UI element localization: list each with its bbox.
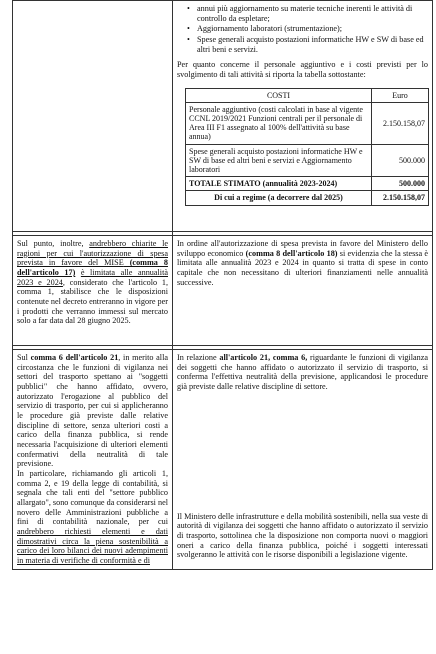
- table-row: [13, 1, 433, 232]
- cost-table: [185, 88, 429, 206]
- underlined-text: andrebbero chiarite le ragioni per cui l'autorizzazione di spesa prevista in favore del MISE: [17, 239, 168, 268]
- right-cell-costs: [173, 1, 433, 232]
- cost-value: 2.150.158,07: [372, 102, 429, 144]
- reply-paragraph: Il Ministero delle infrastrutture e della mobilità sostenibili, nella sua veste di autorità di vigilanza dei soggetti che hanno affidato o autorizzato il servizio di trasporto, sottolinea che la disposizione non comporta nuovi o maggiori oneri a carico della finanza pubblica, poiché i soggetti interessati svolgeranno le attività con le risorse disponibili a legislazione vigente.: [177, 511, 428, 560]
- underlined-text: andrebbero richiesti elementi e dati dimostrativi circa la piena sostenibilità a carico dei loro bilanci dei nuovi adempimenti in materia di verifiche di conformità e di: [17, 527, 168, 566]
- left-cell-empty: [13, 1, 173, 232]
- regime-label: Di cui a regime (a decorrere dal 2025): [186, 191, 372, 205]
- bold-reference: comma 6 dell'articolo 21: [30, 353, 119, 362]
- list-item: • annui più aggiornamento su materie tecniche inerenti le attività di controllo da espletare;: [197, 4, 428, 23]
- bold-reference: all'articolo 21, comma 6,: [219, 353, 308, 362]
- text-span: riguardante le funzioni di vigilanza dei soggetti che hanno affidato o autorizzato il servizio di trasporto, si conferma l'effettiva neutralità della previsione, applicandosi le procedure già previste dalle relative discipline di settore.: [177, 353, 428, 392]
- regime-value: 2.150.158,07: [372, 191, 429, 205]
- text-span: In particolare, richiamando gli articoli 1, comma 2, e 19 della legge di contabilità, si segnala che tali enti del "settore pubblico allargato", sono comunque da considerarsi nel novero delle Amministrazioni pubbliche a fini di contabilità nazionale, per cui: [17, 469, 168, 527]
- observation-cell: [13, 236, 173, 346]
- cost-label: Personale aggiuntivo (costi calcolati in base al vigente CCNL 2019/2021 Funzioni centrali per il personale di Area III F1 assegnato al 100% dell'attività su base annua): [186, 102, 372, 144]
- bold-reference: (comma 8 dell'articolo 18): [245, 248, 338, 258]
- observation-paragraph: [17, 469, 168, 566]
- bullet-list: [177, 4, 428, 54]
- cost-label: Spese generali acquisto postazioni informatiche HW e SW di base ed altri beni e servizi e Aggiornamento laboratori: [186, 144, 372, 177]
- reply-cell: [173, 236, 433, 346]
- text-span: Sul punto, inoltre,: [17, 239, 90, 248]
- text-span: In relazione: [177, 353, 220, 362]
- table-row: [13, 236, 433, 346]
- cost-value: 500.000: [372, 144, 429, 177]
- header-euro: Euro: [372, 88, 429, 102]
- observation-cell: [13, 350, 173, 570]
- cost-row: [186, 144, 429, 177]
- reply-cell: [173, 350, 433, 570]
- text-span: , considerato che l'articolo 1, comma 1, stabilisce che le disposizioni contenute nel decreto entreranno in vigore per i prodotti che verranno immessi sul mercato solo a far data dal 28 giugno 2025.: [17, 277, 168, 326]
- response-table: [12, 0, 433, 570]
- table-row: [13, 350, 433, 570]
- cost-row: [186, 102, 429, 144]
- regime-row: [186, 191, 429, 205]
- bold-reference: (comma 8 dell'articolo 17): [17, 258, 168, 278]
- text-span: In ordine all'autorizzazione di spesa prevista in favore del Ministero dello sviluppo economico: [177, 239, 428, 258]
- list-item: • Spese generali acquisto postazioni informatiche HW e SW di base ed altri beni e servizi.: [197, 35, 428, 54]
- total-row: [186, 177, 429, 191]
- underlined-text: è limitata alle annualità 2023 e 2024: [17, 268, 168, 287]
- list-item: • Aggiornamento laboratori (strumentazione);: [197, 24, 428, 34]
- header-costi: COSTI: [186, 88, 372, 102]
- cost-table-header: [186, 88, 429, 102]
- text-span: Sul: [17, 353, 31, 362]
- text-span: , in merito alla circostanza che le funzioni di vigilanza nei settori del trasporto spettano ai "soggetti pubblici" che hanno affidato, ovvero, autorizzato l'erogazione al pubblico del servizio di trasporto, per cui si applicheranno le procedure già previste dalle relative discipline di settore, senza ulteriori costi a carico della finanza pubblica, si rende necessaria l'acquisizione di ulteriori elementi confermativi della neutralità di tale previsione.: [17, 353, 168, 469]
- cost-intro-text: Per quanto concerne il personale aggiuntivo e i costi previsti per lo svolgimento di tali attività si riporta la tabella sottostante:: [177, 60, 428, 80]
- total-label: TOTALE STIMATO (annualità 2023-2024): [186, 177, 372, 191]
- observation-paragraph: [17, 353, 168, 469]
- text-span: si evidenzia che la stessa è limitata alle annualità 2023 e 2024 in quanto si tratta di spese in conto capitale che non necessitano di ulteriori finanziamenti nelle annualità successive.: [177, 248, 428, 287]
- reply-paragraph: [177, 353, 428, 392]
- total-value: 500.000: [372, 177, 429, 191]
